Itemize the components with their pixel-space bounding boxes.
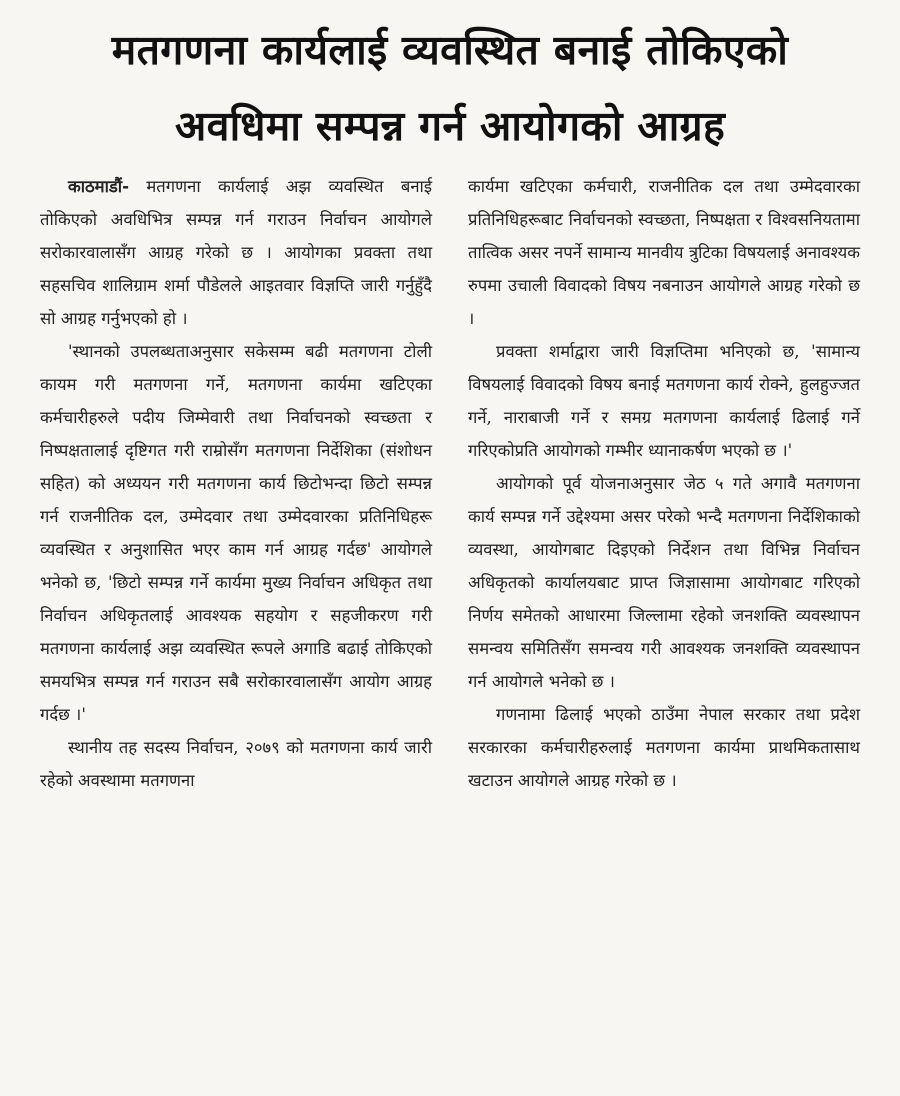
- article-paragraph: गणनामा ढिलाई भएको ठाउँमा नेपाल सरकार तथा प्रदेश सरकारका कर्मचारीहरुलाई मतगणना कार्यमा प्राथमिकतासाथ खटाउन आयोगले आग्रह गरेको छ ।: [468, 705, 860, 790]
- paragraph-text: मतगणना कार्यलाई अझ व्यवस्थित बनाई तोकिएको अवधिभित्र सम्पन्न गर्न गराउन निर्वाचन आयोगले सरोकारवालासँग आग्रह गरेको छ । आयोगका प्रवक्ता तथा सहसचिव शालिग्राम शर्मा पौडेलले आइतवार विज्ञप्ति जारी गर्नुहुँदै सो आग्रह गर्नुभएको हो ।: [40, 177, 432, 328]
- headline-line-1: मतगणना कार्यलाई व्यवस्थित बनाई तोकिएको: [111, 26, 789, 74]
- article-paragraph: आयोगको पूर्व योजनाअनुसार जेठ ५ गते अगावै मतगणना कार्य सम्पन्न गर्ने उद्देश्यमा असर परेको भन्दै मतगणना निर्देशिकाको व्यवस्था, आयोगबाट दिइएको निर्देशन तथा विभिन्न निर्वाचन अधिकृतको कार्यालयबाट प्राप्त जिज्ञासामा आयोगबाट गरिएको निर्णय समेतको आधारमा जिल्लामा रहेको जनशक्ति व्यवस्थापन समन्वय समितिसँग समन्वय गरी आवश्यक जनशक्ति व्यवस्थापन गर्न आयोगले भनेको छ ।: [468, 474, 860, 691]
- dateline: काठमाडौं-: [68, 177, 129, 196]
- article-paragraph: प्रवक्ता शर्माद्वारा जारी विज्ञप्तिमा भनिएको छ, 'सामान्य विषयलाई विवादको विषय बनाई मतगणना कार्य रोक्ने, हुलहुज्जत गर्ने, नाराबाजी गर्ने र समग्र मतगणना कार्यलाई ढिलाई गर्ने गरिएकोप्रति आयोगको गम्भीर ध्यानाकर्षण भएको छ ।': [468, 342, 860, 460]
- headline-line-2: अवधिमा सम्पन्न गर्न आयोगको आग्रह: [174, 102, 726, 150]
- article-column-right: [468, 170, 860, 1080]
- article-paragraph: [40, 170, 432, 335]
- article-headline: [46, 0, 854, 164]
- article-paragraph: कार्यमा खटिएका कर्मचारी, राजनीतिक दल तथा उम्मेदवारका प्रतिनिधिहरूबाट निर्वाचनको स्वच्छता, निष्पक्षता र विश्वसनियतामा तात्विक असर नपर्ने सामान्य मानवीय त्रुटिका विषयलाई अनावश्यक रुपमा उचाली विवादको विषय नबनाउन आयोगले आग्रह गरेको छ ।: [468, 177, 860, 328]
- article-column-left: [40, 170, 432, 1080]
- article-paragraph: 'स्थानको उपलब्धताअनुसार सकेसम्म बढी मतगणना टोली कायम गरी मतगणना गर्ने, मतगणना कार्यमा खटिएका कर्मचारीहरुले पदीय जिम्मेवारी तथा निर्वाचनको स्वच्छता र निष्पक्षतालाई दृष्टिगत गरी राम्रोसँग मतगणना निर्देशिका (संशोधन सहित) को अध्ययन गरी मतगणना कार्य छिटोभन्दा छिटो सम्पन्न गर्न राजनीतिक दल, उम्मेदवार तथा उम्मेदवारका प्रतिनिधिहरू व्यवस्थित र अनुशासित भएर काम गर्न आग्रह गर्दछ' आयोगले भनेको छ, 'छिटो सम्पन्न गर्ने कार्यमा मुख्य निर्वाचन अधिकृत तथा निर्वाचन अधिकृतलाई आवश्यक सहयोग र सहजीकरण गरी मतगणना कार्यलाई अझ व्यवस्थित रूपले अगाडि बढाई तोकिएको समयभित्र सम्पन्न गर्न गराउन सबै सरोकारवालासँग आयोग आग्रह गर्दछ ।': [40, 342, 432, 724]
- article-body: [40, 170, 860, 1080]
- article-paragraph: स्थानीय तह सदस्य निर्वाचन, २०७९ को मतगणना कार्य जारी रहेको अवस्थामा मतगणना: [40, 738, 432, 790]
